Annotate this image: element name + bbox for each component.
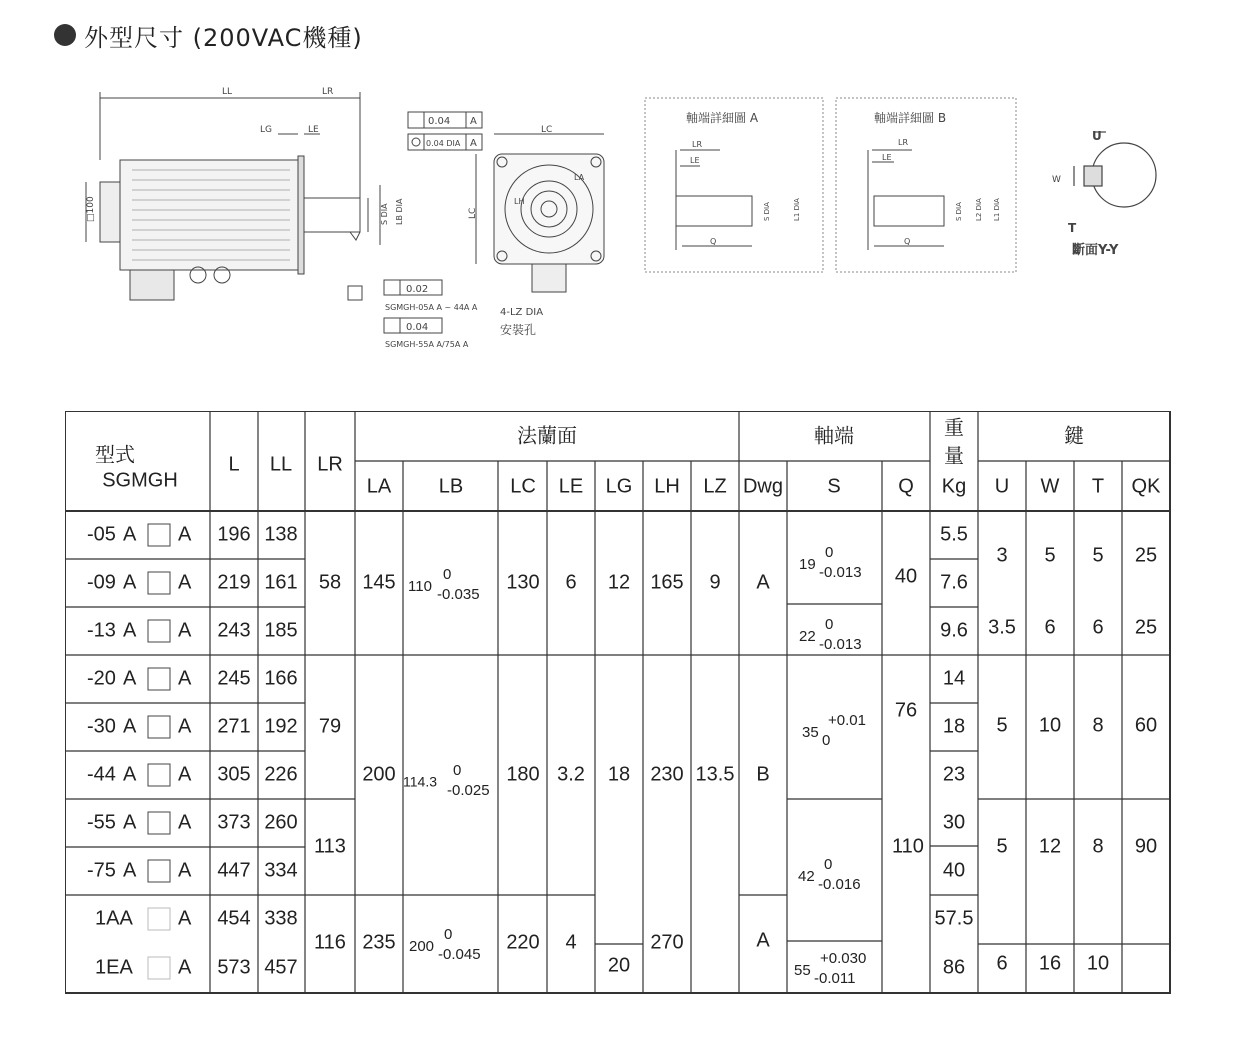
model-suffix: A	[178, 763, 192, 786]
model-prefix: -09	[87, 571, 116, 594]
detail-b-s-dia: S DIA	[955, 202, 963, 221]
header-ll: LL	[269, 453, 293, 476]
header-weight-2: 量	[944, 445, 964, 468]
cell-kg: 40	[942, 859, 966, 882]
cell-lc-g3: 220	[506, 931, 540, 954]
cell-l: 196	[217, 523, 251, 546]
cell-ll: 161	[264, 571, 298, 594]
tol-runout-2: 0.04	[406, 322, 429, 333]
cell-key-t: 8	[1092, 714, 1104, 737]
model-prefix: -05	[87, 523, 116, 546]
cell-key-u: 3	[996, 544, 1008, 567]
cell-lb-g3-lower: -0.045	[438, 945, 481, 963]
header-la: LA	[366, 475, 392, 498]
model-mid: A	[123, 523, 137, 546]
cell-dwg-g1: A	[756, 571, 770, 594]
cell-la-g3: 235	[362, 931, 396, 954]
cell-ll: 334	[264, 859, 298, 882]
model-mid: A	[123, 667, 137, 690]
section-t: T	[1068, 221, 1077, 235]
header-lr: LR	[317, 453, 343, 476]
cell-s-4-lower: -0.016	[818, 875, 861, 893]
model-prefix: -30	[87, 715, 116, 738]
cell-lz-g2: 13.5	[695, 763, 735, 786]
dim-ll: LL	[222, 87, 233, 97]
cell-q-g3: 110	[892, 835, 924, 858]
model-prefix: -44	[87, 763, 116, 786]
cell-le-g1: 6	[565, 571, 577, 594]
cell-lg-g3: 20	[607, 954, 631, 977]
dim-lh: LH	[514, 197, 525, 206]
cell-kg: 57.5	[934, 907, 974, 930]
cell-lg-g2: 18	[607, 763, 631, 786]
model-prefix: -13	[87, 619, 116, 642]
table-grid	[65, 411, 1170, 993]
cell-lz-g1: 9	[709, 571, 721, 594]
header-s: S	[827, 475, 841, 498]
cell-key-w: 5	[1044, 544, 1056, 567]
dim-la: LA	[574, 173, 585, 182]
model-suffix: A	[178, 907, 192, 930]
bullet-icon	[54, 24, 76, 46]
model-suffix: A	[178, 667, 192, 690]
cell-key-qk: 60	[1134, 714, 1158, 737]
cell-ll: 192	[264, 715, 298, 738]
model-mid: A	[123, 811, 137, 834]
model-placeholder-box	[148, 957, 170, 979]
header-lz: LZ	[703, 475, 727, 498]
cell-q-g1: 40	[894, 565, 918, 588]
cell-key-t: 10	[1086, 952, 1110, 975]
dimension-drawing	[0, 70, 1240, 370]
header-l: L	[228, 453, 240, 476]
cell-key-u: 3.5	[988, 616, 1016, 639]
cell-l: 305	[217, 763, 251, 786]
dim-lb-dia: LB DIA	[395, 198, 404, 225]
cell-q-g2: 76	[894, 699, 918, 722]
cell-kg: 14	[942, 667, 966, 690]
cell-s-5-nominal: 55	[794, 961, 811, 979]
cell-key-u: 5	[996, 835, 1008, 858]
cell-ll: 185	[264, 619, 298, 642]
detail-a-s-dia: S DIA	[763, 202, 771, 221]
cell-key-t: 5	[1092, 544, 1104, 567]
cell-s-2-upper: 0	[825, 615, 834, 633]
cell-l: 271	[217, 715, 251, 738]
cell-lb-g1-nominal: 110	[408, 577, 432, 595]
detail-a-title: 軸端詳細圖 A	[686, 111, 759, 125]
cell-s-1-lower: -0.013	[819, 563, 862, 581]
header-lh: LH	[654, 475, 680, 498]
tol-runout-2-models: SGMGH-55A A/75A A	[385, 340, 469, 349]
header-lg: LG	[605, 475, 633, 498]
cell-ll: 226	[264, 763, 298, 786]
model-placeholder-box	[148, 812, 170, 834]
model-placeholder-box	[148, 764, 170, 786]
model-mid: A	[123, 859, 137, 882]
cell-lc-g1: 130	[506, 571, 540, 594]
cell-l: 243	[217, 619, 251, 642]
cell-s-3-lower: 0	[822, 731, 831, 749]
cell-lb-g3-nominal: 200	[409, 937, 435, 955]
tol-perp: 0.04	[428, 116, 451, 127]
section-w: W	[1052, 175, 1061, 185]
cell-lb-g3-upper: 0	[444, 925, 453, 943]
model-suffix: A	[178, 715, 192, 738]
dim-s-dia: S DIA	[380, 203, 389, 225]
header-weight-1: 重	[944, 417, 964, 440]
model-placeholder-box	[148, 716, 170, 738]
cell-lg-g1: 12	[607, 571, 631, 594]
cell-s-1-nominal: 19	[799, 555, 816, 573]
cell-key-t: 6	[1092, 616, 1104, 639]
cell-ll: 166	[264, 667, 298, 690]
dim-lg: LG	[260, 125, 272, 135]
cell-ll: 338	[264, 907, 298, 930]
dim-lc-horiz: LC	[541, 125, 553, 135]
cell-s-5-lower: -0.011	[814, 969, 856, 987]
header-kg: Kg	[941, 475, 967, 498]
cell-kg: 9.6	[940, 619, 968, 642]
cell-lh-g3: 270	[650, 931, 684, 954]
section-u: U	[1092, 129, 1102, 143]
model-placeholder-box	[148, 620, 170, 642]
cell-lh-g2: 230	[650, 763, 684, 786]
cell-lr-g3: 113	[314, 835, 346, 858]
cell-l: 454	[217, 907, 251, 930]
detail-a-lr: LR	[692, 140, 703, 149]
motor-front-view	[476, 134, 604, 292]
tol-runout-1-models: SGMGH-05A A ~ 44A A	[385, 303, 478, 312]
table-cells	[87, 416, 1161, 987]
cell-l: 573	[217, 956, 251, 979]
cell-lb-g1-lower: -0.035	[437, 585, 480, 603]
model-suffix: A	[178, 571, 192, 594]
cell-s-3-nominal: 35	[802, 723, 819, 741]
detail-b-l1-dia: L1 DIA	[993, 198, 1001, 221]
model-prefix: -55	[87, 811, 116, 834]
detail-b-box	[836, 98, 1016, 272]
section-title: 斷面Y-Y	[1072, 243, 1119, 258]
cell-le-g3: 4	[565, 931, 577, 954]
detail-a-q: Q	[710, 237, 717, 246]
cell-la-g2: 200	[362, 763, 396, 786]
motor-side-view	[86, 92, 380, 300]
model-prefix: 1AA	[95, 907, 133, 930]
detail-b-title: 軸端詳細圖 B	[874, 111, 947, 125]
header-lc: LC	[510, 475, 536, 498]
model-suffix: A	[178, 811, 192, 834]
cell-lr-g2: 79	[318, 715, 342, 738]
cell-kg: 5.5	[940, 523, 968, 546]
cell-s-1-upper: 0	[825, 543, 834, 561]
cell-key-w: 12	[1038, 835, 1062, 858]
model-mid: A	[123, 619, 137, 642]
tol-perp-ref: A	[470, 116, 477, 127]
cell-key-w: 10	[1038, 714, 1062, 737]
model-suffix: A	[178, 956, 192, 979]
cell-la-g1: 145	[362, 571, 396, 594]
model-mid: A	[123, 763, 137, 786]
detail-b-l2-dia: L2 DIA	[975, 198, 983, 221]
cell-dwg-g3: A	[756, 929, 770, 952]
detail-b-q: Q	[904, 237, 911, 246]
model-suffix: A	[178, 523, 192, 546]
cell-lb-g2-upper: 0	[453, 761, 462, 779]
cell-l: 447	[217, 859, 251, 882]
header-t: T	[1091, 475, 1105, 498]
cell-kg: 7.6	[940, 571, 968, 594]
cell-key-qk: 25	[1134, 544, 1158, 567]
cell-l: 245	[217, 667, 251, 690]
cell-kg: 18	[942, 715, 966, 738]
model-mid: A	[123, 715, 137, 738]
mount-holes-label: 4-LZ DIA	[500, 307, 544, 318]
cell-key-u: 6	[996, 952, 1008, 975]
cell-ll: 260	[264, 811, 298, 834]
dim-le: LE	[308, 125, 319, 135]
model-placeholder-box	[148, 572, 170, 594]
cell-ll: 138	[264, 523, 298, 546]
tol-runout-1: 0.02	[406, 284, 429, 295]
cell-l: 219	[217, 571, 251, 594]
page-title: 外型尺寸 (200VAC機種)	[84, 23, 363, 52]
header-qk: QK	[1131, 475, 1161, 498]
header-flange: 法蘭面	[517, 425, 577, 448]
header-w: W	[1040, 475, 1060, 498]
model-suffix: A	[178, 859, 192, 882]
cell-kg: 23	[942, 763, 966, 786]
cell-le-g2: 3.2	[557, 763, 585, 786]
header-q: Q	[898, 475, 914, 498]
cell-kg: 30	[942, 811, 966, 834]
header-shaft: 軸端	[814, 425, 854, 448]
cell-ll: 457	[264, 956, 298, 979]
header-le: LE	[558, 475, 584, 498]
cell-key-qk: 90	[1134, 835, 1158, 858]
detail-b-lr: LR	[898, 138, 909, 147]
section-yy	[1074, 132, 1156, 207]
model-suffix: A	[178, 619, 192, 642]
header-key: 鍵	[1064, 425, 1084, 448]
cell-key-t: 8	[1092, 835, 1104, 858]
mount-holes-caption: 安裝孔	[500, 323, 537, 337]
cell-lr-g4: 116	[314, 931, 346, 954]
model-mid: A	[123, 571, 137, 594]
model-placeholder-box	[148, 524, 170, 546]
cell-s-5-upper: +0.030	[820, 949, 867, 967]
model-placeholder-box	[148, 860, 170, 882]
detail-a-box	[645, 98, 823, 272]
header-dwg: Dwg	[742, 475, 784, 498]
cell-lr-g1: 58	[318, 571, 342, 594]
cell-lh-g1: 165	[650, 571, 684, 594]
tol-concentric: 0.04 DIA	[426, 139, 461, 148]
detail-b-le: LE	[882, 153, 892, 162]
cell-s-2-nominal: 22	[799, 627, 816, 645]
cell-key-qk: 25	[1134, 616, 1158, 639]
cell-lb-g2-lower: -0.025	[447, 781, 490, 799]
model-placeholder-box	[148, 908, 170, 930]
cell-lb-g1-upper: 0	[443, 565, 452, 583]
dim-lc-vert: LC	[468, 207, 478, 219]
header-lb: LB	[438, 475, 464, 498]
cell-key-u: 5	[996, 714, 1008, 737]
model-prefix: -20	[87, 667, 116, 690]
cell-dwg-g2: B	[756, 763, 770, 786]
cell-lb-g2-nominal: 114.3	[403, 773, 437, 790]
cell-kg: 86	[942, 956, 966, 979]
cell-l: 373	[217, 811, 251, 834]
header-model-code: SGMGH	[102, 469, 178, 492]
detail-a-le: LE	[690, 156, 700, 165]
cell-lc-g2: 180	[506, 763, 540, 786]
page-heading	[54, 18, 363, 52]
dim-lr: LR	[322, 87, 334, 97]
dim-square: □100	[86, 196, 96, 222]
model-placeholder-box	[148, 668, 170, 690]
model-prefix: 1EA	[95, 956, 133, 979]
detail-a-l1-dia: L1 DIA	[793, 198, 801, 221]
spec-table	[65, 411, 1171, 996]
cell-s-4-upper: 0	[824, 855, 833, 873]
model-prefix: -75	[87, 859, 116, 882]
cell-key-w: 16	[1038, 952, 1062, 975]
tol-concentric-ref: A	[470, 138, 477, 149]
cell-s-2-lower: -0.013	[819, 635, 862, 653]
header-model-cn: 型式	[95, 444, 135, 467]
cell-s-3-upper: +0.01	[828, 711, 866, 729]
cell-key-w: 6	[1044, 616, 1056, 639]
cell-s-4-nominal: 42	[798, 867, 815, 885]
header-u: U	[994, 475, 1010, 498]
